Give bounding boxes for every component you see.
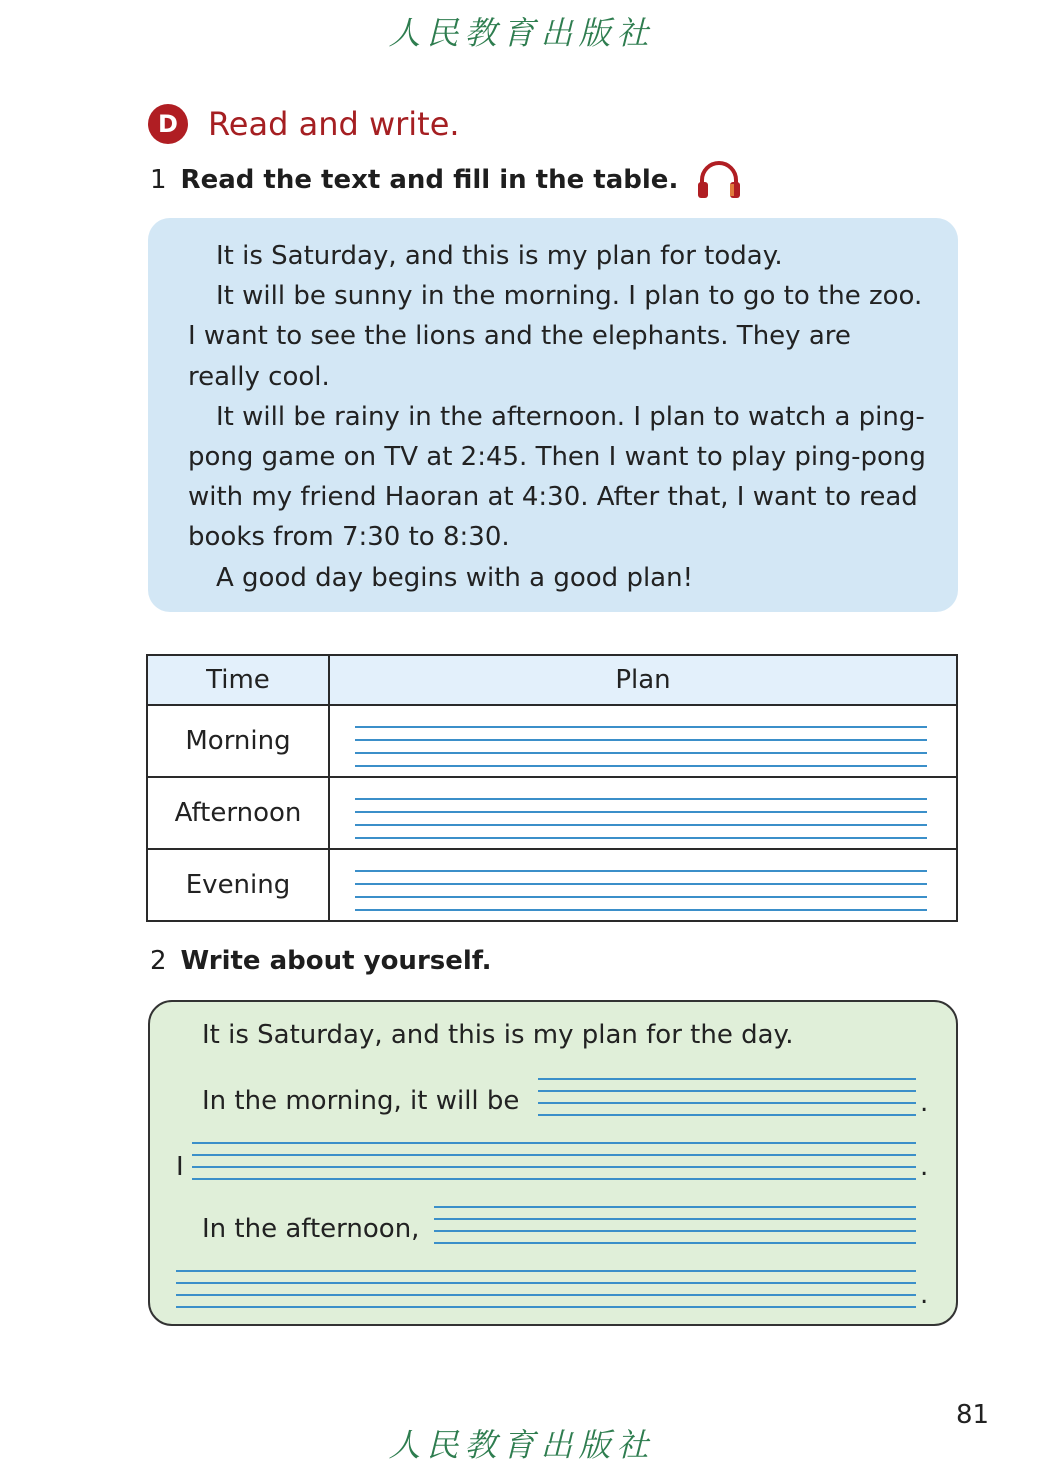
period: .	[920, 1152, 929, 1182]
writing-lines[interactable]	[434, 1204, 916, 1244]
publisher-logo-top: 人民教育出版社	[388, 14, 655, 52]
task-2-number: 2	[150, 946, 167, 976]
task-2-text: Write about yourself.	[180, 946, 492, 976]
table-header-plan: Plan	[329, 655, 957, 705]
plan-cell-evening[interactable]	[329, 849, 957, 921]
writing-lines[interactable]	[331, 851, 955, 919]
publisher-logo-bottom: 人民教育出版社	[388, 1426, 655, 1464]
task-1-instruction	[150, 160, 744, 200]
writing-line-2: In the morning, it will be	[202, 1086, 520, 1116]
reading-paragraph: It will be sunny in the morning. I plan to go to the zoo. I want to see the lions and the elephants. They are really cool.	[188, 281, 923, 392]
task-2-instruction	[150, 946, 492, 976]
task-1-number: 1	[150, 165, 167, 195]
writing-line-4: In the afternoon,	[202, 1214, 420, 1244]
reading-paragraph: It will be rainy in the afternoon. I plan to watch a ping-pong game on TV at 2:45. Then I want to play ping-pong with my friend Haoran at 4:30. After that, I want to read books from 7:30 to 8:30.	[188, 401, 926, 553]
period: .	[920, 1280, 929, 1310]
writing-lines[interactable]	[176, 1268, 916, 1308]
section-badge: D	[148, 104, 188, 144]
table-row	[147, 777, 957, 849]
reading-passage	[148, 218, 958, 612]
plan-cell-morning[interactable]	[329, 705, 957, 777]
section-title: Read and write.	[208, 105, 460, 143]
plan-table	[146, 654, 958, 922]
task-1-text: Read the text and fill in the table.	[180, 165, 679, 195]
table-row	[147, 705, 957, 777]
time-cell-afternoon: Afternoon	[147, 777, 329, 849]
time-cell-evening: Evening	[147, 849, 329, 921]
writing-line-1: It is Saturday, and this is my plan for the day.	[202, 1020, 794, 1050]
table-header-row	[147, 655, 957, 705]
headphone-icon[interactable]	[694, 160, 744, 200]
writing-box	[148, 1000, 958, 1326]
section-header	[148, 104, 460, 144]
reading-paragraph: A good day begins with a good plan!	[216, 562, 694, 593]
time-cell-morning: Morning	[147, 705, 329, 777]
writing-lines[interactable]	[538, 1076, 916, 1116]
writing-lines[interactable]	[331, 779, 955, 847]
writing-line-3: I	[176, 1152, 184, 1182]
reading-paragraph: It is Saturday, and this is my plan for today.	[216, 241, 783, 271]
table-header-time: Time	[147, 655, 329, 705]
writing-lines[interactable]	[192, 1140, 916, 1180]
table-row	[147, 849, 957, 921]
writing-lines[interactable]	[331, 707, 955, 775]
page-number: 81	[956, 1400, 990, 1430]
period: .	[920, 1088, 929, 1118]
plan-cell-afternoon[interactable]	[329, 777, 957, 849]
